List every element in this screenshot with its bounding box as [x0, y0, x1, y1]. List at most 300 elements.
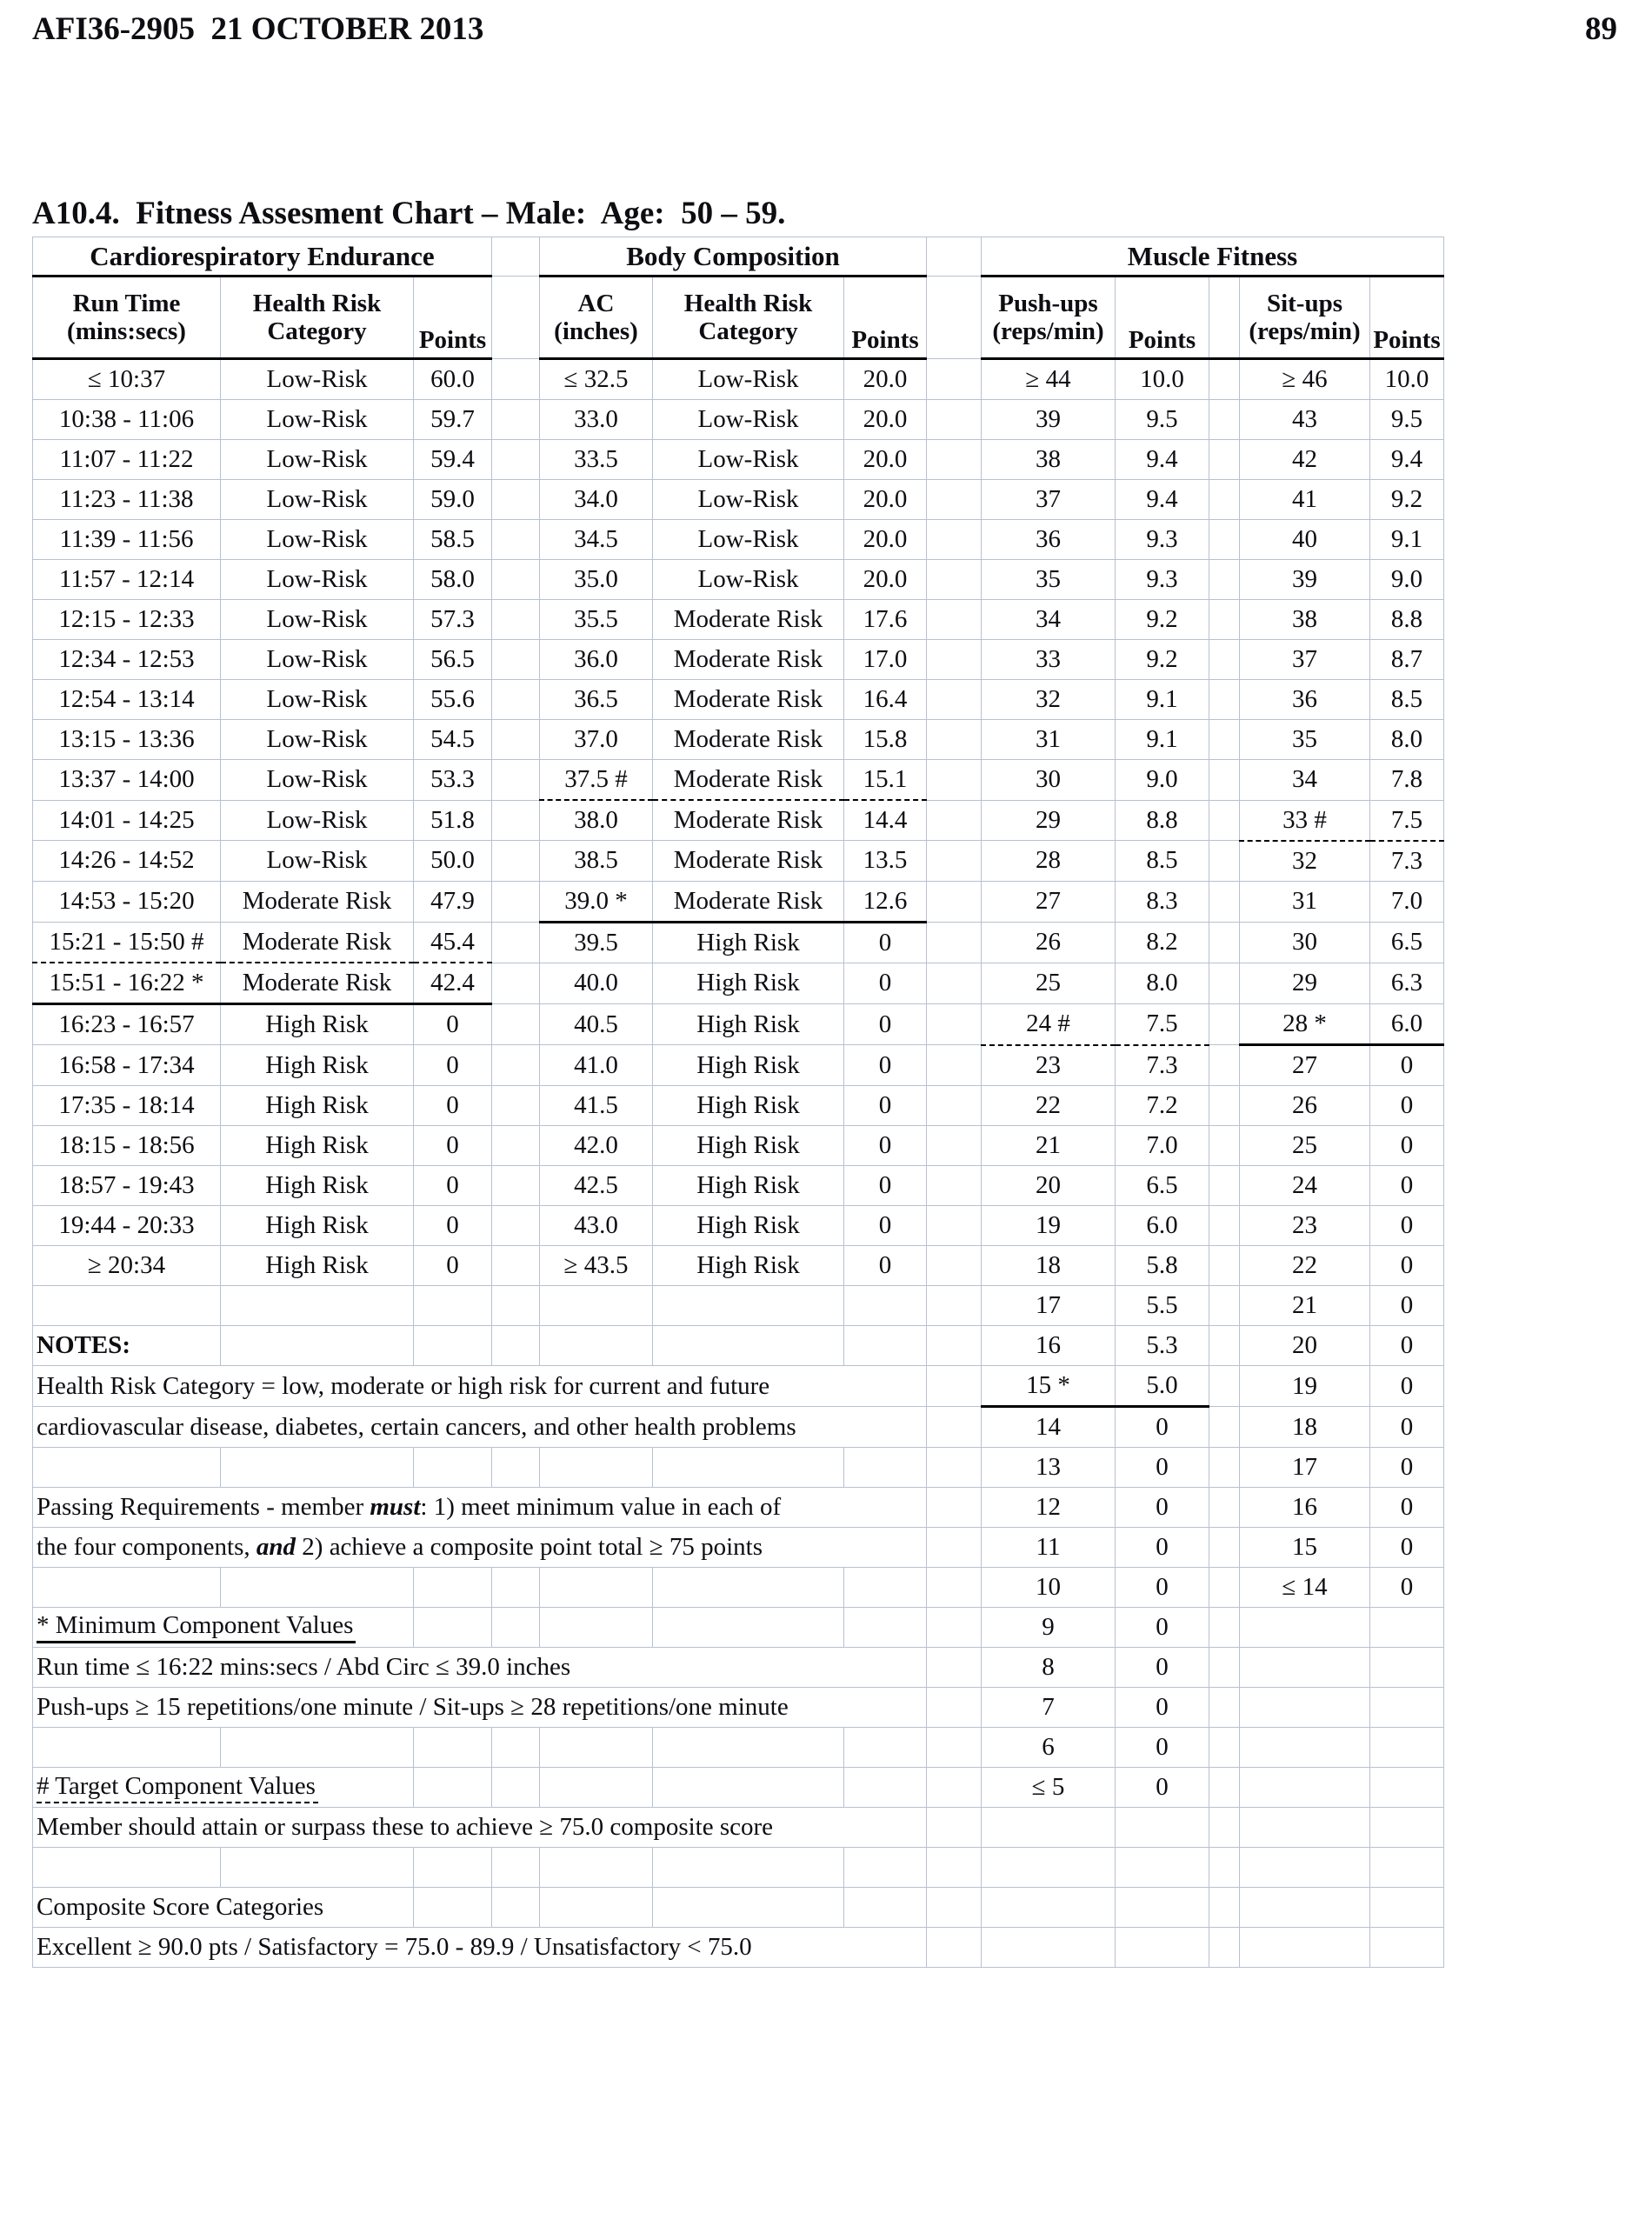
spacer-cell [1209, 680, 1240, 720]
empty-cell [221, 1568, 414, 1608]
situps-reps: 39 [1240, 560, 1370, 600]
spacer-cell [1209, 1528, 1240, 1568]
situps-reps: 17 [1240, 1448, 1370, 1488]
empty-cell [33, 1286, 221, 1326]
ac-value: 42.0 [540, 1126, 653, 1166]
empty-cell [492, 1568, 540, 1608]
situps-points: 7.0 [1370, 881, 1444, 922]
empty-cell [653, 1888, 844, 1928]
spacer-cell [927, 1728, 982, 1768]
cardio-risk-category: Low-Risk [221, 520, 414, 560]
situps-points: 0 [1370, 1528, 1444, 1568]
spacer-cell [927, 881, 982, 922]
cardio-risk-category: High Risk [221, 1246, 414, 1286]
spacer-cell [927, 922, 982, 963]
pushups-points: 6.5 [1116, 1166, 1209, 1206]
pushups-reps: 29 [982, 800, 1116, 841]
body-risk-category: High Risk [653, 1166, 844, 1206]
note-heading: * Minimum Component Values [33, 1608, 414, 1648]
spacer-cell [927, 1407, 982, 1448]
spacer-cell [927, 1608, 982, 1648]
run-time-value: 18:15 - 18:56 [33, 1126, 221, 1166]
empty-cell [540, 1728, 653, 1768]
cardio-risk-category: Low-Risk [221, 600, 414, 640]
pushups-points: 8.2 [1116, 922, 1209, 963]
cardio-points: 55.6 [414, 680, 492, 720]
situps-reps: 15 [1240, 1528, 1370, 1568]
empty-cell [1370, 1928, 1444, 1968]
empty-cell [540, 1608, 653, 1648]
spacer-cell [492, 881, 540, 922]
empty-cell [653, 1286, 844, 1326]
run-time-value: 12:15 - 12:33 [33, 600, 221, 640]
cardio-risk-category: Low-Risk [221, 640, 414, 680]
cardio-points: 58.0 [414, 560, 492, 600]
empty-cell [33, 1568, 221, 1608]
run-time-value: 16:23 - 16:57 [33, 1004, 221, 1045]
situps-points: 6.5 [1370, 922, 1444, 963]
spacer-cell [927, 1688, 982, 1728]
situps-points: 7.8 [1370, 760, 1444, 801]
body-risk-category: High Risk [653, 963, 844, 1004]
ac-value: 40.0 [540, 963, 653, 1004]
empty-cell [1240, 1648, 1370, 1688]
pushups-reps: 22 [982, 1086, 1116, 1126]
cardio-risk-category: High Risk [221, 1166, 414, 1206]
ac-value: 43.0 [540, 1206, 653, 1246]
cardio-points: 54.5 [414, 720, 492, 760]
pushups-reps: 36 [982, 520, 1116, 560]
pushups-reps: 20 [982, 1166, 1116, 1206]
body-points: 0 [844, 1045, 927, 1086]
empty-cell [221, 1848, 414, 1888]
body-risk-category: Moderate Risk [653, 841, 844, 882]
body-risk-category: Moderate Risk [653, 720, 844, 760]
cardio-risk-category: Low-Risk [221, 560, 414, 600]
run-time-value: 15:21 - 15:50 # [33, 922, 221, 963]
spacer-cell [492, 1086, 540, 1126]
spacer-cell [1209, 800, 1240, 841]
table-row [33, 1206, 1444, 1246]
situps-reps: 43 [1240, 400, 1370, 440]
body-points: 0 [844, 1246, 927, 1286]
empty-cell [653, 1768, 844, 1808]
body-risk-category: High Risk [653, 1246, 844, 1286]
situps-reps: 29 [1240, 963, 1370, 1004]
spacer-cell [492, 1166, 540, 1206]
spacer-cell [927, 237, 982, 277]
pushups-reps: 16 [982, 1326, 1116, 1366]
body-risk-category: High Risk [653, 1126, 844, 1166]
pushups-points: 8.0 [1116, 963, 1209, 1004]
empty-cell [1116, 1848, 1209, 1888]
body-risk-category: Low-Risk [653, 560, 844, 600]
empty-cell [844, 1568, 927, 1608]
body-points: 0 [844, 963, 927, 1004]
empty-cell [221, 1286, 414, 1326]
table-row [33, 1848, 1444, 1888]
pushups-points: 9.4 [1116, 440, 1209, 480]
spacer-cell [927, 841, 982, 882]
body-risk-category: Moderate Risk [653, 680, 844, 720]
empty-cell [540, 1768, 653, 1808]
spacer-cell [492, 720, 540, 760]
empty-cell [844, 1888, 927, 1928]
spacer-cell [1209, 1728, 1240, 1768]
spacer-cell [927, 1326, 982, 1366]
pushups-points: 7.3 [1116, 1045, 1209, 1086]
empty-cell [1370, 1808, 1444, 1848]
cardio-points: 57.3 [414, 600, 492, 640]
spacer-cell [1209, 1206, 1240, 1246]
body-risk-category: High Risk [653, 1004, 844, 1045]
note-text: the four components, and 2) achieve a composite point total ≥ 75 points [33, 1528, 927, 1568]
spacer-cell [1209, 1848, 1240, 1888]
pushups-reps: 33 [982, 640, 1116, 680]
pushups-points: 9.0 [1116, 760, 1209, 801]
empty-cell [844, 1848, 927, 1888]
run-time-value: 12:54 - 13:14 [33, 680, 221, 720]
table-row [33, 1768, 1444, 1808]
pushups-reps: 26 [982, 922, 1116, 963]
pushups-points: 8.8 [1116, 800, 1209, 841]
empty-cell [1240, 1808, 1370, 1848]
pushups-reps: 39 [982, 400, 1116, 440]
empty-cell [1116, 1888, 1209, 1928]
empty-cell [492, 1848, 540, 1888]
pushups-points: 9.2 [1116, 600, 1209, 640]
spacer-cell [1209, 560, 1240, 600]
ac-value: 34.5 [540, 520, 653, 560]
empty-cell [1240, 1848, 1370, 1888]
empty-cell [1116, 1808, 1209, 1848]
header-body-risk: Health Risk Category [653, 277, 844, 359]
body-points: 14.4 [844, 800, 927, 841]
spacer-cell [927, 1848, 982, 1888]
table-row [33, 1488, 1444, 1528]
table-row [33, 1286, 1444, 1326]
body-points: 16.4 [844, 680, 927, 720]
spacer-cell [492, 560, 540, 600]
empty-cell [982, 1808, 1116, 1848]
pushups-reps: ≥ 44 [982, 359, 1116, 400]
page-number: 89 [1585, 11, 1617, 47]
empty-cell [982, 1888, 1116, 1928]
cardio-risk-category: Low-Risk [221, 440, 414, 480]
situps-reps: 34 [1240, 760, 1370, 801]
pushups-reps: 15 * [982, 1366, 1116, 1407]
empty-cell [221, 1728, 414, 1768]
spacer-cell [927, 1086, 982, 1126]
pushups-points: 0 [1116, 1688, 1209, 1728]
spacer-cell [1209, 760, 1240, 801]
header-cardio-risk: Health Risk Category [221, 277, 414, 359]
note-text: Passing Requirements - member must: 1) meet minimum value in each of [33, 1488, 927, 1528]
empty-cell [492, 1286, 540, 1326]
empty-cell [1370, 1888, 1444, 1928]
spacer-cell [1209, 480, 1240, 520]
situps-points: 0 [1370, 1045, 1444, 1086]
spacer-cell [1209, 922, 1240, 963]
spacer-cell [927, 1808, 982, 1848]
cardio-risk-category: High Risk [221, 1126, 414, 1166]
body-points: 15.8 [844, 720, 927, 760]
run-time-value: 11:39 - 11:56 [33, 520, 221, 560]
spacer-cell [927, 600, 982, 640]
run-time-value: ≤ 10:37 [33, 359, 221, 400]
body-points: 20.0 [844, 440, 927, 480]
spacer-cell [927, 1448, 982, 1488]
ac-value: 41.0 [540, 1045, 653, 1086]
situps-reps: 23 [1240, 1206, 1370, 1246]
pushups-reps: 32 [982, 680, 1116, 720]
ac-value: 37.5 # [540, 760, 653, 801]
spacer-cell [1209, 640, 1240, 680]
spacer-cell [1209, 1768, 1240, 1808]
cardio-risk-category: Low-Risk [221, 359, 414, 400]
cardio-risk-category: High Risk [221, 1004, 414, 1045]
pushups-reps: 6 [982, 1728, 1116, 1768]
note-text: Excellent ≥ 90.0 pts / Satisfactory = 75.0 - 89.9 / Unsatisfactory < 75.0 [33, 1928, 927, 1968]
table-row [33, 1326, 1444, 1366]
cardio-points: 53.3 [414, 760, 492, 801]
body-risk-category: High Risk [653, 1206, 844, 1246]
cardio-risk-category: High Risk [221, 1045, 414, 1086]
spacer-cell [927, 277, 982, 359]
body-risk-category: Moderate Risk [653, 600, 844, 640]
note-heading: # Target Component Values [33, 1768, 414, 1808]
situps-points: 9.0 [1370, 560, 1444, 600]
empty-cell [414, 1568, 492, 1608]
empty-cell [1370, 1848, 1444, 1888]
spacer-cell [492, 680, 540, 720]
document-id: AFI36-2905 21 OCTOBER 2013 [32, 11, 484, 47]
spacer-cell [1209, 600, 1240, 640]
cardio-risk-category: Low-Risk [221, 800, 414, 841]
table-row [33, 1166, 1444, 1206]
spacer-cell [927, 1126, 982, 1166]
spacer-cell [927, 1768, 982, 1808]
situps-reps: 22 [1240, 1246, 1370, 1286]
cardio-risk-category: Moderate Risk [221, 881, 414, 922]
pushups-points: 5.0 [1116, 1366, 1209, 1407]
table-row [33, 600, 1444, 640]
note-text: Push-ups ≥ 15 repetitions/one minute / Sit-ups ≥ 28 repetitions/one minute [33, 1688, 927, 1728]
situps-points: 0 [1370, 1366, 1444, 1407]
table-row [33, 480, 1444, 520]
table-row [33, 560, 1444, 600]
table-row [33, 440, 1444, 480]
situps-points: 9.2 [1370, 480, 1444, 520]
spacer-cell [492, 1045, 540, 1086]
situps-reps: 36 [1240, 680, 1370, 720]
empty-cell [414, 1768, 492, 1808]
pushups-reps: 19 [982, 1206, 1116, 1246]
body-risk-category: High Risk [653, 1086, 844, 1126]
situps-reps: 38 [1240, 600, 1370, 640]
pushups-points: 0 [1116, 1407, 1209, 1448]
spacer-cell [927, 1488, 982, 1528]
pushups-points: 6.0 [1116, 1206, 1209, 1246]
spacer-cell [927, 480, 982, 520]
body-points: 20.0 [844, 359, 927, 400]
run-time-value: 16:58 - 17:34 [33, 1045, 221, 1086]
run-time-value: 19:44 - 20:33 [33, 1206, 221, 1246]
pushups-points: 9.3 [1116, 560, 1209, 600]
spacer-cell [1209, 277, 1240, 359]
situps-reps: 24 [1240, 1166, 1370, 1206]
spacer-cell [927, 1888, 982, 1928]
ac-value: 38.0 [540, 800, 653, 841]
body-risk-category: Moderate Risk [653, 640, 844, 680]
body-points: 20.0 [844, 520, 927, 560]
pushups-points: 0 [1116, 1608, 1209, 1648]
spacer-cell [492, 520, 540, 560]
body-points: 20.0 [844, 560, 927, 600]
table-row [33, 1126, 1444, 1166]
spacer-cell [1209, 1004, 1240, 1045]
spacer-cell [927, 720, 982, 760]
situps-points: 0 [1370, 1126, 1444, 1166]
ac-value: 35.5 [540, 600, 653, 640]
pushups-points: 5.3 [1116, 1326, 1209, 1366]
cardio-points: 0 [414, 1246, 492, 1286]
empty-cell [540, 1888, 653, 1928]
cardio-risk-category: Low-Risk [221, 480, 414, 520]
situps-points: 7.3 [1370, 841, 1444, 882]
situps-reps: 27 [1240, 1045, 1370, 1086]
situps-reps: 31 [1240, 881, 1370, 922]
body-points: 13.5 [844, 841, 927, 882]
table-row [33, 1086, 1444, 1126]
empty-cell [414, 1326, 492, 1366]
empty-cell [653, 1448, 844, 1488]
table-row [33, 1407, 1444, 1448]
ac-value: 35.0 [540, 560, 653, 600]
situps-reps: 41 [1240, 480, 1370, 520]
ac-value: 36.0 [540, 640, 653, 680]
table-row [33, 1004, 1444, 1045]
empty-cell [33, 1448, 221, 1488]
spacer-cell [492, 640, 540, 680]
cardio-points: 56.5 [414, 640, 492, 680]
empty-cell [1240, 1928, 1370, 1968]
spacer-cell [927, 1528, 982, 1568]
table-row [33, 760, 1444, 801]
empty-cell [492, 1608, 540, 1648]
empty-cell [844, 1728, 927, 1768]
situps-reps: 25 [1240, 1126, 1370, 1166]
spacer-cell [927, 1648, 982, 1688]
pushups-reps: 7 [982, 1688, 1116, 1728]
section-title-body-composition: Body Composition [540, 237, 927, 277]
situps-reps: 26 [1240, 1086, 1370, 1126]
pushups-points: 9.4 [1116, 480, 1209, 520]
empty-cell [982, 1928, 1116, 1968]
pushups-reps: 14 [982, 1407, 1116, 1448]
situps-reps: 28 * [1240, 1004, 1370, 1045]
empty-cell [1370, 1768, 1444, 1808]
situps-reps: 32 [1240, 841, 1370, 882]
situps-points: 9.1 [1370, 520, 1444, 560]
ac-value: 36.5 [540, 680, 653, 720]
spacer-cell [1209, 1888, 1240, 1928]
empty-cell [653, 1608, 844, 1648]
cardio-points: 59.4 [414, 440, 492, 480]
header-body-points: Points [844, 277, 927, 359]
pushups-reps: 31 [982, 720, 1116, 760]
spacer-cell [1209, 881, 1240, 922]
pushups-reps: 18 [982, 1246, 1116, 1286]
situps-reps: 21 [1240, 1286, 1370, 1326]
header-situps: Sit-ups (reps/min) [1240, 277, 1370, 359]
situps-points: 8.0 [1370, 720, 1444, 760]
body-points: 0 [844, 1004, 927, 1045]
table-row [33, 1448, 1444, 1488]
spacer-cell [492, 1004, 540, 1045]
table-row [33, 1568, 1444, 1608]
situps-reps: 18 [1240, 1407, 1370, 1448]
spacer-cell [492, 359, 540, 400]
cardio-points: 0 [414, 1206, 492, 1246]
pushups-points: 8.5 [1116, 841, 1209, 882]
situps-reps: ≥ 46 [1240, 359, 1370, 400]
pushups-reps: 38 [982, 440, 1116, 480]
situps-points: 8.5 [1370, 680, 1444, 720]
run-time-value: 14:26 - 14:52 [33, 841, 221, 882]
ac-value: 38.5 [540, 841, 653, 882]
pushups-reps: 17 [982, 1286, 1116, 1326]
body-risk-category: Low-Risk [653, 480, 844, 520]
ac-value: 33.5 [540, 440, 653, 480]
body-points: 15.1 [844, 760, 927, 801]
empty-cell [414, 1888, 492, 1928]
run-time-value: 11:07 - 11:22 [33, 440, 221, 480]
spacer-cell [927, 1045, 982, 1086]
spacer-cell [927, 560, 982, 600]
situps-points: 6.0 [1370, 1004, 1444, 1045]
table-row [33, 1366, 1444, 1407]
spacer-cell [1209, 1086, 1240, 1126]
situps-points: 0 [1370, 1488, 1444, 1528]
table-row [33, 680, 1444, 720]
cardio-points: 59.0 [414, 480, 492, 520]
empty-cell [1240, 1688, 1370, 1728]
empty-cell [653, 1728, 844, 1768]
empty-cell [540, 1568, 653, 1608]
ac-value: ≤ 32.5 [540, 359, 653, 400]
pushups-points: 5.8 [1116, 1246, 1209, 1286]
pushups-points: 8.3 [1116, 881, 1209, 922]
run-time-value: 14:01 - 14:25 [33, 800, 221, 841]
page-header [32, 10, 1617, 48]
empty-cell [982, 1848, 1116, 1888]
pushups-reps: ≤ 5 [982, 1768, 1116, 1808]
table-row [33, 1688, 1444, 1728]
pushups-points: 0 [1116, 1528, 1209, 1568]
situps-points: 0 [1370, 1206, 1444, 1246]
empty-cell [1370, 1728, 1444, 1768]
run-time-value: 14:53 - 15:20 [33, 881, 221, 922]
table-row [33, 1928, 1444, 1968]
body-risk-category: High Risk [653, 1045, 844, 1086]
pushups-reps: 9 [982, 1608, 1116, 1648]
situps-points: 9.5 [1370, 400, 1444, 440]
pushups-points: 5.5 [1116, 1286, 1209, 1326]
run-time-value: 13:37 - 14:00 [33, 760, 221, 801]
spacer-cell [492, 400, 540, 440]
empty-cell [653, 1848, 844, 1888]
